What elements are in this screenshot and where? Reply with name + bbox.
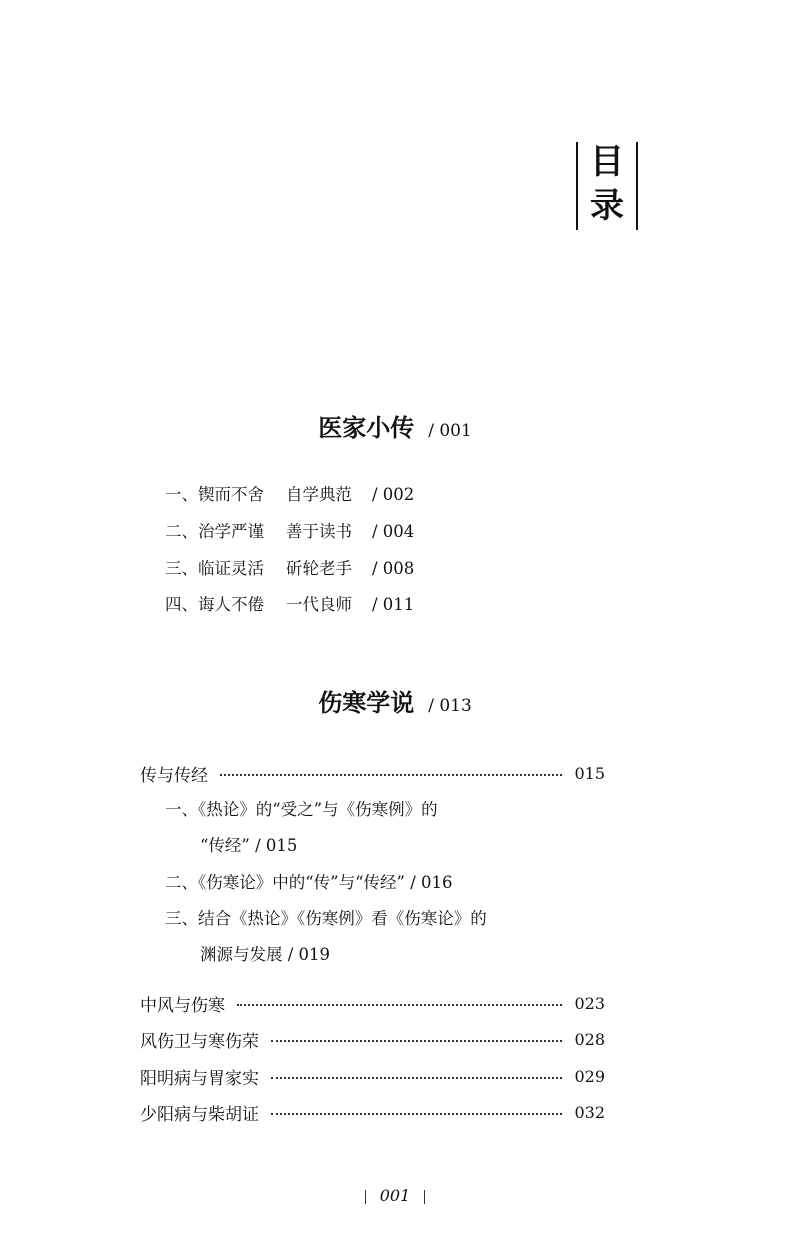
entry-page: 015 bbox=[574, 763, 605, 783]
entry-page: 032 bbox=[574, 1102, 605, 1122]
toc-entry bbox=[140, 760, 605, 786]
section-title-text: 医家小传 bbox=[318, 414, 415, 442]
section-page: / 013 bbox=[428, 696, 472, 716]
right-rule bbox=[636, 142, 638, 230]
bio-item bbox=[165, 593, 414, 617]
bio-item-part-b: 善于读书 bbox=[286, 522, 352, 541]
toc-entry bbox=[140, 1099, 605, 1125]
footer-page-number: 001 bbox=[379, 1186, 411, 1205]
left-rule bbox=[576, 142, 578, 230]
bio-item bbox=[165, 520, 414, 544]
toc-heading bbox=[576, 140, 638, 232]
bio-item-page: / 004 bbox=[372, 522, 415, 541]
toc-entry bbox=[140, 1063, 605, 1089]
bio-item-part-a: 一、锲而不舍 bbox=[165, 485, 264, 504]
section-title-text: 伤寒学说 bbox=[318, 689, 415, 717]
dot-leader bbox=[271, 1113, 562, 1115]
bio-item-part-b: 自学典范 bbox=[286, 485, 352, 504]
dot-leader bbox=[220, 774, 562, 776]
sub-item: “传经” / 015 bbox=[200, 836, 298, 855]
bio-item-part-a: 三、临证灵活 bbox=[165, 559, 264, 578]
entry-page: 029 bbox=[574, 1066, 605, 1086]
sub-item: 渊源与发展 / 019 bbox=[200, 945, 331, 964]
bio-item-page: / 011 bbox=[372, 595, 415, 614]
toc-entry bbox=[140, 990, 605, 1016]
bio-item bbox=[165, 557, 414, 581]
bio-item-part-b: 一代良师 bbox=[286, 595, 352, 614]
dot-leader bbox=[237, 1004, 562, 1006]
entry-title: 少阳病与柴胡证 bbox=[140, 1104, 259, 1125]
entry-title: 风伤卫与寒伤荣 bbox=[140, 1031, 259, 1052]
sub-item: 二、《伤寒论》中的“传”与“传经” / 016 bbox=[165, 873, 453, 892]
bio-item-page: / 008 bbox=[372, 559, 415, 578]
bio-item-page: / 002 bbox=[372, 485, 415, 504]
dot-leader bbox=[271, 1077, 562, 1079]
footer-bar-right bbox=[424, 1190, 425, 1204]
sub-item: 三、结合《热论》《伤寒例》看《伤寒论》的 bbox=[165, 909, 487, 928]
toc-entry bbox=[140, 1026, 605, 1052]
bio-item bbox=[165, 483, 414, 507]
bio-item-part-a: 二、治学严谨 bbox=[165, 522, 264, 541]
entry-title: 中风与伤寒 bbox=[140, 995, 225, 1016]
sub-item: 一、《热论》的“受之”与《伤寒例》的 bbox=[165, 800, 438, 819]
heading-char-2: 录 bbox=[590, 186, 624, 226]
entry-title: 传与传经 bbox=[140, 765, 208, 786]
dot-leader bbox=[271, 1040, 562, 1042]
footer-bar-left bbox=[365, 1190, 366, 1204]
heading-char-1: 目 bbox=[590, 142, 624, 182]
entry-title: 阳明病与胃家实 bbox=[140, 1068, 259, 1089]
section-title-shanghan bbox=[0, 683, 790, 718]
bio-item-part-b: 斫轮老手 bbox=[286, 559, 352, 578]
section-page: / 001 bbox=[428, 421, 472, 441]
page-footer bbox=[0, 1186, 790, 1205]
bio-item-part-a: 四、诲人不倦 bbox=[165, 595, 264, 614]
entry-page: 023 bbox=[574, 993, 605, 1013]
section-title-biography bbox=[0, 408, 790, 443]
entry-page: 028 bbox=[574, 1029, 605, 1049]
